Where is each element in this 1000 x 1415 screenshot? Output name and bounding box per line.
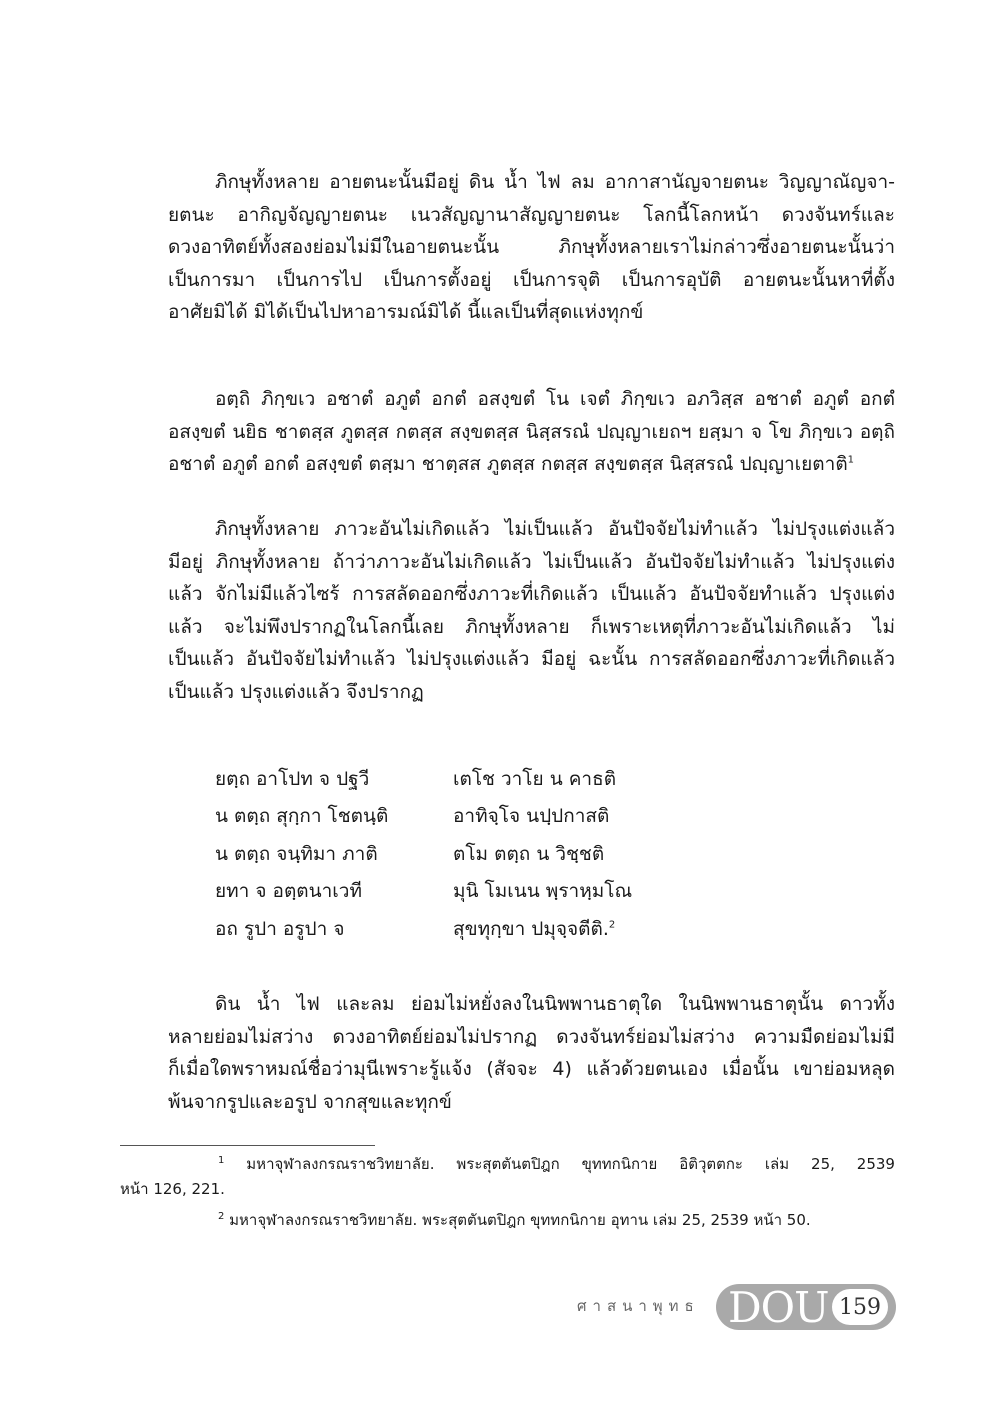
text-line: ภิกษุทั้งหลาย อายตนะนั้นมีอยู่ ดิน น้ำ ไฟ ลม อากาสานัญจายตนะ วิญญาณัญจา- (215, 171, 895, 193)
verse-left: อถ รูปา อรูปา จ (215, 917, 345, 940)
footnote-mark: 2 (218, 1211, 225, 1222)
verse-right: อาทิจฺโจ นปฺปกาสติ (453, 805, 610, 828)
footnote-2-text: มหาจุฬาลงกรณราชวิทยาลัย. พระสุตตันตปิฎก ขุททกนิกาย อุทาน เล่ม 25, 2539 หน้า 50. (229, 1211, 811, 1229)
text-line: อาศัยมิได้ มิได้เป็นไปหาอารมณ์มิได้ นี้แลเป็นที่สุดแห่งทุกข์ (168, 301, 644, 323)
verse-row (215, 798, 835, 836)
footnote-ref-1: 1 (847, 454, 855, 466)
text-line: หลายย่อมไม่สว่าง ดวงอาทิตย์ย่อมไม่ปรากฏ ดวงจันทร์ย่อมไม่สว่าง ความมืดย่อมไม่มี (168, 1025, 895, 1048)
footnote-2 (218, 1208, 898, 1233)
verse-row (215, 835, 835, 873)
footnote-mark: 1 (218, 1155, 225, 1166)
paragraph-4 (168, 988, 895, 1118)
page-number: 159 (832, 1289, 888, 1325)
footnote-ref-2: 2 (608, 919, 616, 931)
paragraph-3 (168, 513, 895, 708)
verse-right (453, 914, 615, 944)
verse-row (215, 873, 835, 911)
verse-right: มุนิ โมเนน พฺราหฺมโณ (453, 880, 633, 903)
footnote-1-line-2: หน้า 126, 221. (120, 1180, 225, 1198)
verse-right: เตโช วาโย น คาธติ (453, 767, 617, 790)
verse-left: น ตตฺถ สุกฺกา โชตนฺติ (215, 805, 389, 828)
text-line: แล้ว จะไม่พึงปรากฏในโลกนี้เลย ภิกษุทั้งหลาย ก็เพราะเหตุที่ภาวะอันไม่เกิดแล้ว ไม่ (168, 615, 895, 638)
footnote-1-line-1 (120, 1152, 895, 1177)
text-line: ดวงอาทิตย์ทั้งสองย่อมไม่มีในอายตนะนั้น ภิกษุทั้งหลายเราไม่กล่าวซึ่งอายตนะนั้นว่า (168, 236, 895, 258)
verse-right-text: สุขทุกฺขา ปมุจฺจตีติ. (453, 917, 609, 940)
text-line: ยตนะ อากิญจัญญายตนะ เนวสัญญานาสัญญายตนะ โลกนี้โลกหน้า ดวงจันทร์และ (168, 203, 895, 226)
verse-left: ยทา จ อตฺตนาเวที (215, 880, 362, 903)
text-line-content: อชาตํ อภูตํ อกตํ อสงฺขตํ ตสฺมา ชาตฺสส ภูตสฺส กตสฺส สงฺขตสฺส นิสฺสรณํ ปญฺญาเยตาติ (168, 453, 848, 475)
text-line: ดิน น้ำ ไฟ และลม ย่อมไม่หยั่งลงในนิพพานธาตุใด ในนิพพานธาตุนั้น ดาวทั้ง (215, 993, 895, 1015)
text-line: อตฺถิ ภิกฺขเว อชาตํ อภูตํ อกตํ อสงฺขตํ โน เจตํ ภิกฺขเว อภวิสฺส อชาตํ อภูตํ อกตํ (215, 388, 895, 410)
text-line: ภิกษุทั้งหลาย ภาวะอันไม่เกิดแล้ว ไม่เป็นแล้ว อันปัจจัยไม่ทำแล้ว ไม่ปรุงแต่งแล้ว (215, 518, 895, 540)
verse-row (215, 910, 835, 948)
text-line: อสงฺขตํ นยิธ ชาตสฺส ภูตสฺส กตสฺส สงฺขตสฺส นิสฺสรณํ ปญฺญาเยถฯ ยสฺมา จ โข ภิกฺขเว อตฺถิ (168, 420, 895, 443)
dou-logo: DOU (728, 1283, 829, 1332)
text-line: มีอยู่ ภิกษุทั้งหลาย ถ้าว่าภาวะอันไม่เกิดแล้ว ไม่เป็นแล้ว อันปัจจัยไม่ทำแล้ว ไม่ปรุงแต่ง (168, 550, 895, 573)
verse-left: ยตฺถ อาโปท จ ปฐวี (215, 767, 370, 790)
footnote-divider (120, 1145, 375, 1146)
footnote-1-text: มหาจุฬาลงกรณราชวิทยาลัย. พระสุตตันตปิฎก ขุททกนิกาย อิติวุตตกะ เล่ม 25, 2539 (246, 1155, 895, 1173)
text-line: ก็เมื่อใดพราหมณ์ชื่อว่ามุนีเพราะรู้แจ้ง (สัจจะ 4) แล้วด้วยตนเอง เมื่อนั้น เขาย่อมหลุด (168, 1058, 895, 1080)
footnote-1 (120, 1152, 895, 1202)
text-line (168, 448, 895, 481)
paragraph-1 (168, 166, 895, 329)
text-line: แล้ว จักไม่มีแล้วไซร้ การสลัดออกซึ่งภาวะที่เกิดแล้ว เป็นแล้ว อันปัจจัยทำแล้ว ปรุงแต่ง (168, 583, 895, 605)
pali-verse (215, 760, 835, 948)
text-line: เป็นแล้ว ปรุงแต่งแล้ว จึงปรากฏ (168, 680, 424, 703)
text-line: พ้นจากรูปและอรูป จากสุขและทุกข์ (168, 1090, 452, 1113)
footer-section-label: ศาสนาพุทธ (577, 1297, 700, 1315)
text-line: เป็นการมา เป็นการไป เป็นการตั้งอยู่ เป็นการจุติ เป็นการอุบัติ อายตนะนั้นหาที่ตั้ง (168, 268, 895, 291)
paragraph-2-pali (168, 383, 895, 481)
verse-right: ตโม ตตฺถ น วิชฺชติ (453, 842, 605, 865)
verse-left: น ตตฺถ จนฺทิมา ภาติ (215, 842, 378, 865)
verse-row (215, 760, 835, 798)
text-line: เป็นแล้ว อันปัจจัยไม่ทำแล้ว ไม่ปรุงแต่งแล้ว มีอยู่ ฉะนั้น การสลัดออกซึ่งภาวะที่เกิดแล้ว (168, 648, 895, 670)
